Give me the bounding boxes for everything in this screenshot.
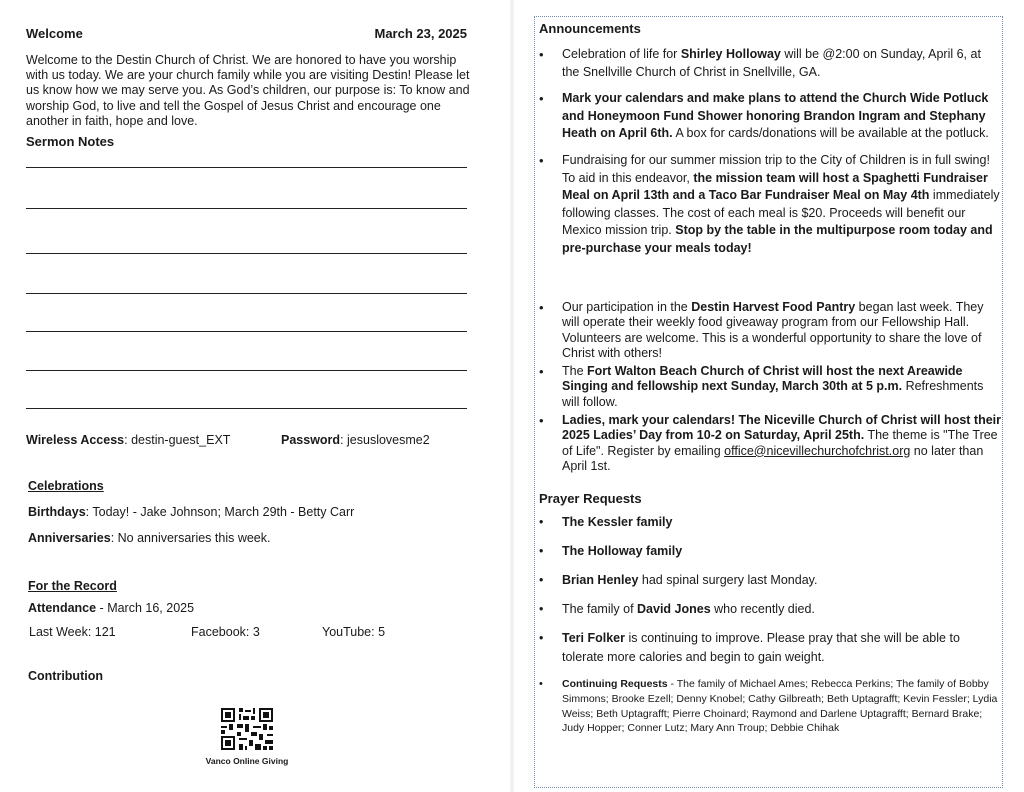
announcement-bold: Fort Walton Beach Church of Christ will host the next Areawide Singing and fellowship next Sunday, March 30th at 5 p.m. bbox=[562, 364, 963, 394]
last-week-count: Last Week: 121 bbox=[29, 625, 116, 639]
anniversaries-label: Anniversaries bbox=[28, 531, 111, 545]
note-line bbox=[26, 408, 467, 409]
prayer-text: had spinal surgery last Monday. bbox=[638, 573, 818, 587]
note-line bbox=[26, 370, 467, 371]
birthdays-text: Today! - Jake Johnson; March 29th - Betty Carr bbox=[92, 505, 355, 519]
announcement-text: immediately following classes. The cost of each meal is $20. Proceeds will benefit our Mexico mission trip. bbox=[562, 188, 1000, 238]
prayer-text: who recently died. bbox=[710, 602, 815, 616]
wireless-label: Wireless Access bbox=[26, 433, 125, 447]
continuing-requests-item bbox=[539, 677, 1001, 736]
welcome-header bbox=[26, 26, 467, 42]
prayer-name: The Holloway family bbox=[562, 544, 683, 558]
announcement-item bbox=[539, 413, 1001, 474]
announcement-text: The bbox=[562, 364, 588, 379]
attendance-date: March 16, 2025 bbox=[107, 601, 195, 615]
wireless-network: destin-guest_EXT bbox=[131, 433, 231, 447]
announcement-text: no later than April 1st. bbox=[562, 443, 984, 473]
prayer-requests-title: Prayer Requests bbox=[539, 491, 642, 506]
announcement-bold: Stop by the table in the multipurpose room today and pre-purchase your meals today! bbox=[562, 223, 993, 255]
prayer-name: Teri Folker bbox=[562, 631, 625, 645]
prayer-list bbox=[539, 513, 1001, 746]
continuing-requests-label: Continuing Requests bbox=[562, 678, 668, 690]
anniversaries-line: Anniversaries: No anniversaries this week. bbox=[28, 531, 271, 545]
announcement-item bbox=[539, 300, 1001, 361]
prayer-item bbox=[539, 571, 1001, 590]
continuing-requests-text: - The family of Michael Ames; Rebecca Perkins; The family of Bobby Simmons; Brooke Ezell; Denny Knobel; Cathy Gilbreath; Beth Uptagrafft; Kevin Fessler; Lydia Weiss; Beth Uptagrafft; Pierre Choinard; Raymond and Darlene Uptagrafft; Bernard Brake; Judy Hopper; Conner Lutz; Mary Ann Troup; Debbie Chihak bbox=[562, 678, 998, 735]
contribution-title: Contribution bbox=[28, 669, 103, 683]
announcement-item bbox=[539, 152, 1001, 258]
prayer-name: Brian Henley bbox=[562, 573, 639, 587]
celebrations-title: Celebrations bbox=[28, 479, 104, 493]
announcement-item bbox=[539, 46, 1001, 81]
sermon-notes-title: Sermon Notes bbox=[26, 134, 115, 149]
announcement-text: A box for cards/donations will be available at the potluck. bbox=[672, 126, 989, 141]
announcement-bold: the mission team will host a Spaghetti Fundraiser Meal on April 13th and a Taco Bar Fundraiser Meal on May 4th bbox=[562, 170, 988, 203]
note-line bbox=[26, 331, 467, 332]
anniversaries-text: No anniversaries this week. bbox=[117, 531, 271, 545]
note-line bbox=[26, 167, 467, 168]
announcement-text: Fundraising for our summer mission trip to the City of Children is in full swing! To aid in this endeavor, bbox=[562, 152, 990, 185]
prayer-name: David Jones bbox=[637, 602, 711, 616]
prayer-item bbox=[539, 629, 1001, 667]
prayer-name: The Kessler family bbox=[562, 515, 673, 529]
password-label: Password bbox=[281, 433, 341, 447]
announcement-bold: Mark your calendars and make plans to attend the Church Wide Potluck and Honeymoon Fund Shower honoring Brandon Ingram and Stephany Heath on April 6th. bbox=[562, 91, 989, 141]
attendance-label: Attendance bbox=[28, 601, 97, 615]
announcement-item bbox=[539, 90, 1001, 143]
wireless-info: Wireless Access: destin-guest_EXT Password: jesuslovesme2 bbox=[26, 433, 430, 447]
note-line bbox=[26, 293, 467, 294]
birthdays-line: Birthdays: Today! - Jake Johnson; March 29th - Betty Carr bbox=[28, 505, 355, 519]
announcement-bold: Destin Harvest Food Pantry bbox=[691, 300, 856, 314]
password-info: Password: jesuslovesme2 bbox=[281, 433, 430, 447]
qr-caption: Vanco Online Giving bbox=[205, 756, 289, 766]
announcements-list-2 bbox=[539, 300, 1001, 477]
announcement-text: Celebration of life for bbox=[562, 47, 681, 61]
qr-code-icon[interactable] bbox=[219, 706, 275, 752]
announcement-text: The theme is "The Tree of Life". Register by emailing bbox=[562, 428, 998, 458]
welcome-heading: Welcome bbox=[26, 26, 83, 41]
password-value: jesuslovesme2 bbox=[347, 433, 430, 447]
prayer-text: is continuing to improve. Please pray that she will be able to tolerate more calories and begin to gain weight. bbox=[562, 631, 960, 664]
announcement-text: began last week. They will operate their weekly food giveaway program from our Fellowship Hall. Volunteers are welcome. This is a wonderful opportunity to share the love of Christ with others! bbox=[562, 300, 984, 360]
birthdays-label: Birthdays bbox=[28, 505, 86, 519]
prayer-item bbox=[539, 513, 1001, 532]
announcement-text: Our participation in the bbox=[562, 300, 692, 314]
prayer-text: The family of bbox=[562, 602, 638, 616]
announcement-text: will be @2:00 on Sunday, April 6, at the Snellville Church of Christ in Snellville, GA. bbox=[562, 47, 981, 79]
announcement-item bbox=[539, 364, 1001, 410]
record-title: For the Record bbox=[28, 579, 117, 593]
announcement-text: Refreshments will follow. bbox=[562, 379, 984, 409]
announcement-bold: Shirley Holloway bbox=[680, 47, 781, 61]
attendance-line: Attendance - March 16, 2025 bbox=[28, 601, 195, 615]
note-line bbox=[26, 208, 467, 209]
email-link[interactable]: office@nicevillechurchofchrist.org bbox=[724, 443, 911, 458]
facebook-count: Facebook: 3 bbox=[191, 625, 260, 639]
youtube-count: YouTube: 5 bbox=[322, 625, 386, 639]
prayer-item bbox=[539, 600, 1001, 619]
prayer-item bbox=[539, 542, 1001, 561]
announcements-list bbox=[539, 46, 1001, 267]
announcements-title: Announcements bbox=[539, 21, 641, 36]
note-line bbox=[26, 253, 467, 254]
welcome-paragraph: Welcome to the Destin Church of Christ. We are honored to have you worship with us today. We are your church family while you are visiting Destin! Please let us know how we may serve you. As God’s children, our purpose is: To know and worship God, to live and tell the Gospel of Jesus Christ and encourage one another in faith, hope and love. bbox=[26, 53, 470, 128]
bulletin-date: March 23, 2025 bbox=[374, 26, 467, 41]
announcement-bold: Ladies, mark your calendars! The Niceville Church of Christ will host their 2025 Ladies’ Day from 10-2 on Saturday, April 25th. bbox=[562, 413, 1002, 443]
